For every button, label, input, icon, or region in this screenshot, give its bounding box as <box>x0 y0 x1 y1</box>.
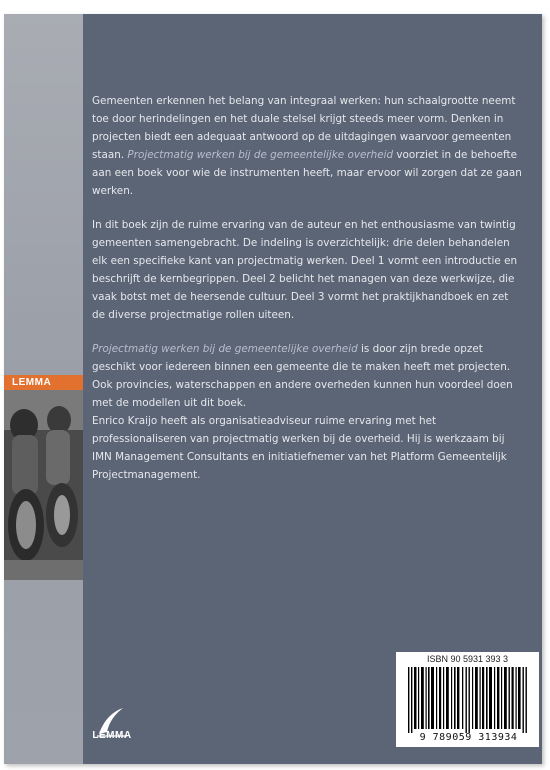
paragraph-author: Enrico Kraijo heeft als organisatieadviseur ruime ervaring met het professionaliseren van projectmatig werken bij de overheid. Hij is werkzaam bij IMN Management Consultants en initiatiefnemer van het Platform Gemeentelijk Projectmanagement. <box>92 415 507 481</box>
paragraph-audience <box>92 340 524 412</box>
paragraph-intro-text: Gemeenten erkennen het belang van integraal werken: hun schaalgrootte neemt toe door herindelingen en het duale stelsel krijgt steeds meer vorm. Denken in projecten biedt een adequaat antwoord op de uitdagingen waarvoor gemeenten staan. <box>92 95 516 161</box>
paragraph-intro <box>92 92 524 200</box>
lemma-band-label: LEMMA <box>4 375 83 390</box>
book-back-cover <box>4 14 542 764</box>
cover-photo <box>4 390 83 580</box>
barcode-image <box>406 667 531 733</box>
paragraph-contents: In dit boek zijn de ruime ervaring van de auteur en het enthousiasme van twintig gemeenten samengebracht. De indeling is overzichtelijk: drie delen behandelen elk een specifieke kant van projectmatig werken. Deel 1 vormt een introductie en beschrijft de kernbegrippen. Deel 2 belicht het managen van deze werkwijze, die vaak botst met de heersende cultuur. Deel 3 vormt het praktijkhandboek en zet de diverse projectmatige rollen uiteen. <box>92 219 518 321</box>
isbn-barcode-box <box>396 652 539 747</box>
paragraph-audience-text: is door zijn brede opzet geschikt voor iedereen binnen een gemeente die te maken heeft met projecten. Ook provincies, waterschappen en andere overheden kunnen hun voordeel doen met de modellen uit dit boek. <box>92 343 513 409</box>
isbn-label: ISBN 90 5931 393 3 <box>426 654 509 664</box>
cover-photo-image <box>4 390 83 580</box>
book-title-italic-2: Projectmatig werken bij de gemeentelijke overheid <box>92 343 358 355</box>
book-title-italic: Projectmatig werken bij de gemeentelijke overheid <box>127 149 394 161</box>
publisher-name: LEMMA <box>92 730 132 741</box>
back-cover-text <box>92 92 524 500</box>
paragraph-intro-text-end: voorziet in de behoefte aan een boek voor wie de instrumenten heeft, maar ervoor wil zorgen dat ze gaan werken. <box>92 149 522 197</box>
barcode-digits: 9 789059 313934 <box>419 732 518 743</box>
